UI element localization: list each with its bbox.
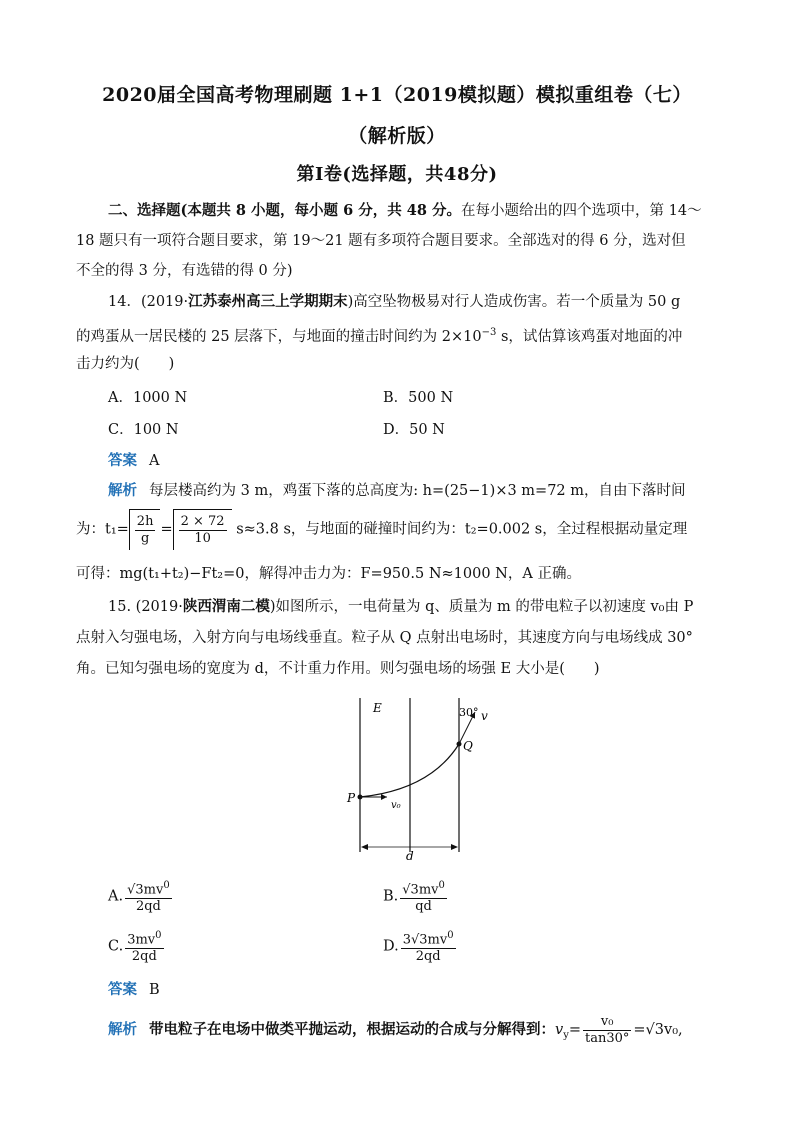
label-v: v <box>481 709 488 723</box>
q14-option-d: D．50 N <box>383 422 445 438</box>
label-angle: 30° <box>459 706 479 719</box>
q15-option-d: D. $\frac{3√3mv^0}{2qd}$ <box>383 930 454 965</box>
instructions-line-2: 18 题只有一项符合题目要求，第 19～21 题有多项符合题目要求。全部选对的得 6 分，选对但 <box>76 233 686 249</box>
q14-line-2: 的鸡蛋从一居民楼的 25 层落下，与地面的撞击时间约为 $2\times 10^{-3}$ s，试估算该鸡蛋对地面的冲 <box>76 327 683 345</box>
q15-option-a: A. $\frac{√3mv^0}{2qd}$ <box>108 880 170 915</box>
width-arrow-left-head <box>361 844 368 850</box>
instructions-line-1: 二、选择题(本题共 8 小题，每小题 6 分，共 48 分。在每小题给出的四个选项中，第 14～ <box>108 202 702 219</box>
label-v0: v₀ <box>391 800 401 811</box>
electric-field-figure <box>335 690 495 865</box>
q14-answer: 答案 A <box>108 452 160 469</box>
q15-line-2: 点射入匀强电场，入射方向与电场线垂直。粒子从 Q 点射出电场时，其速度方向与电场线成 30° <box>76 630 693 646</box>
label-P: P <box>347 791 356 805</box>
page-subtitle: （解析版） <box>348 125 446 147</box>
q15-line-1: 15. (2019·陕西渭南二模)如图所示，一电荷量为 q、质量为 m 的带电粒子以初速度 v₀由 P <box>108 598 694 615</box>
q14-line-1: 14．(2019·江苏泰州高三上学期期末)高空坠物极易对行人造成伤害。若一个质量为 50 g <box>108 293 681 310</box>
section-title: 第Ⅰ卷(选择题，共48分) <box>296 164 498 185</box>
q14-line-3: 击力约为( ) <box>76 356 175 372</box>
q14-analysis-line-3: 可得：mg(t₁+t₂)−Ft₂=0，解得冲击力为：F=950.5 N≈1000 N，A 正确。 <box>76 566 581 582</box>
q15-answer: 答案 B <box>108 981 160 998</box>
q15-option-b: B. $\frac{√3mv^0}{qd}$ <box>383 880 445 915</box>
label-Q: Q <box>463 739 473 753</box>
width-arrow-right-head <box>451 844 458 850</box>
q15-option-c: C. $\frac{3mv^0}{2qd}$ <box>108 930 162 965</box>
q15-analysis: 解析 带电粒子在电场中做类平抛运动，根据运动的合成与分解得到：$v_y=$ $\frac{\text{v₀}}{\tan 30^\circ}$ =√3v₀, <box>108 1013 683 1046</box>
q15-line-3: 角。已知匀强电场的宽度为 d，不计重力作用。则匀强电场的场强 E 大小是( ) <box>76 661 600 677</box>
page-title: 2020届全国高考物理刷题 1+1（2019模拟题）模拟重组卷（七） <box>102 84 692 106</box>
point-Q <box>457 742 462 747</box>
q14-option-a: A．1000 N <box>108 390 188 406</box>
label-d: d <box>406 849 414 863</box>
q14-analysis-line-2: 为：t₁= $\frac{2h}{g}$ = $\frac{2 \times 72}{10}$ s≈3.8 s，与地面的碰撞时间约为：t₂=0.002 s，全过程根据动量定理 <box>76 509 726 549</box>
q14-option-b: B．500 N <box>383 390 454 406</box>
instructions-line-3: 不全的得 3 分，有选错的得 0 分) <box>76 263 293 279</box>
label-E: E <box>373 701 382 715</box>
q14-option-c: C．100 N <box>108 422 179 438</box>
q14-analysis-line-1: 解析 每层楼高约为 3 m，鸡蛋下落的总高度为: h=(25−1)×3 m=72 m，自由下落时间 <box>108 482 686 499</box>
